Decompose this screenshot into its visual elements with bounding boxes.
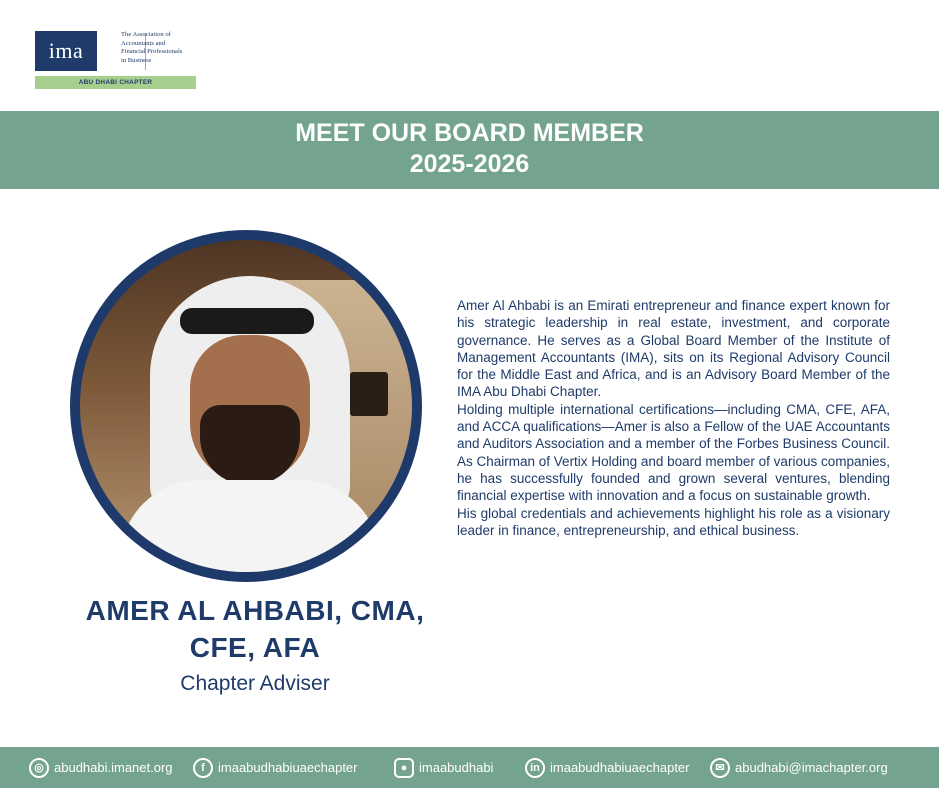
ima-logo-mark: ima: [35, 31, 97, 71]
contact-footer: [0, 747, 939, 788]
member-name: [40, 592, 470, 666]
instagram-link[interactable]: [394, 747, 493, 788]
instagram-text: imaabudhabi: [419, 760, 494, 775]
kandura: [120, 480, 380, 572]
mail-icon: ✉: [710, 758, 730, 778]
member-role: Chapter Adviser: [180, 672, 330, 695]
website-link[interactable]: [29, 747, 173, 788]
email-text: abudhabi@imachapter.org: [735, 760, 888, 775]
member-name-line-2: CFE, AFA: [189, 632, 321, 663]
page-title: [0, 118, 939, 180]
portrait-photo: [80, 240, 412, 572]
logo-tagline: The Association of Accountants and Financial Professionals in Business: [121, 31, 183, 64]
facebook-icon: f: [193, 758, 213, 778]
portrait-frame: [70, 230, 422, 582]
instagram-icon: ●: [394, 758, 414, 778]
facebook-text: imaabudhabiuaechapter: [218, 760, 358, 775]
chapter-label: ABU DHABI CHAPTER: [35, 76, 196, 89]
website-text: abudhabi.imanet.org: [54, 760, 173, 775]
member-bio: [457, 297, 890, 539]
facebook-link[interactable]: [193, 747, 358, 788]
linkedin-icon: in: [525, 758, 545, 778]
bio-paragraph-3: His global credentials and achievements highlight his role as a visionary leader in finance, entrepreneurship, and ethical business.: [457, 505, 890, 538]
linkedin-link[interactable]: [525, 747, 690, 788]
member-name-line-1: AMER AL AHBABI, CMA,: [85, 595, 425, 626]
globe-icon: ◎: [29, 758, 49, 778]
agal-band: [180, 308, 314, 334]
wall-switch: [350, 372, 388, 416]
email-link[interactable]: [710, 747, 888, 788]
title-line-2: 2025-2026: [409, 150, 530, 178]
bio-paragraph-1: Amer Al Ahbabi is an Emirati entrepreneur and finance expert known for his strategic leadership in real estate, investment, and corporate governance. He serves as a Global Board Member of the Institute of Management Accountants (IMA), sits on its Regional Advisory Council for the Middle East and Africa, and is an Advisory Board Member of the IMA Abu Dhabi Chapter.: [457, 298, 890, 400]
title-line-1: MEET OUR BOARD MEMBER: [295, 119, 644, 147]
bio-paragraph-2: Holding multiple international certifications—including CMA, CFE, AFA, and ACCA qualifications—Amer is also a Fellow of the UAE Accountants and Auditors Association and a member of the Forbes Business Council. As Chairman of Vertix Holding and board member of various companies, he has successfully founded and grown several ventures, blending financial expertise with innovation and a focus on sustainable growth.: [457, 401, 890, 504]
linkedin-text: imaabudhabiuaechapter: [550, 760, 690, 775]
